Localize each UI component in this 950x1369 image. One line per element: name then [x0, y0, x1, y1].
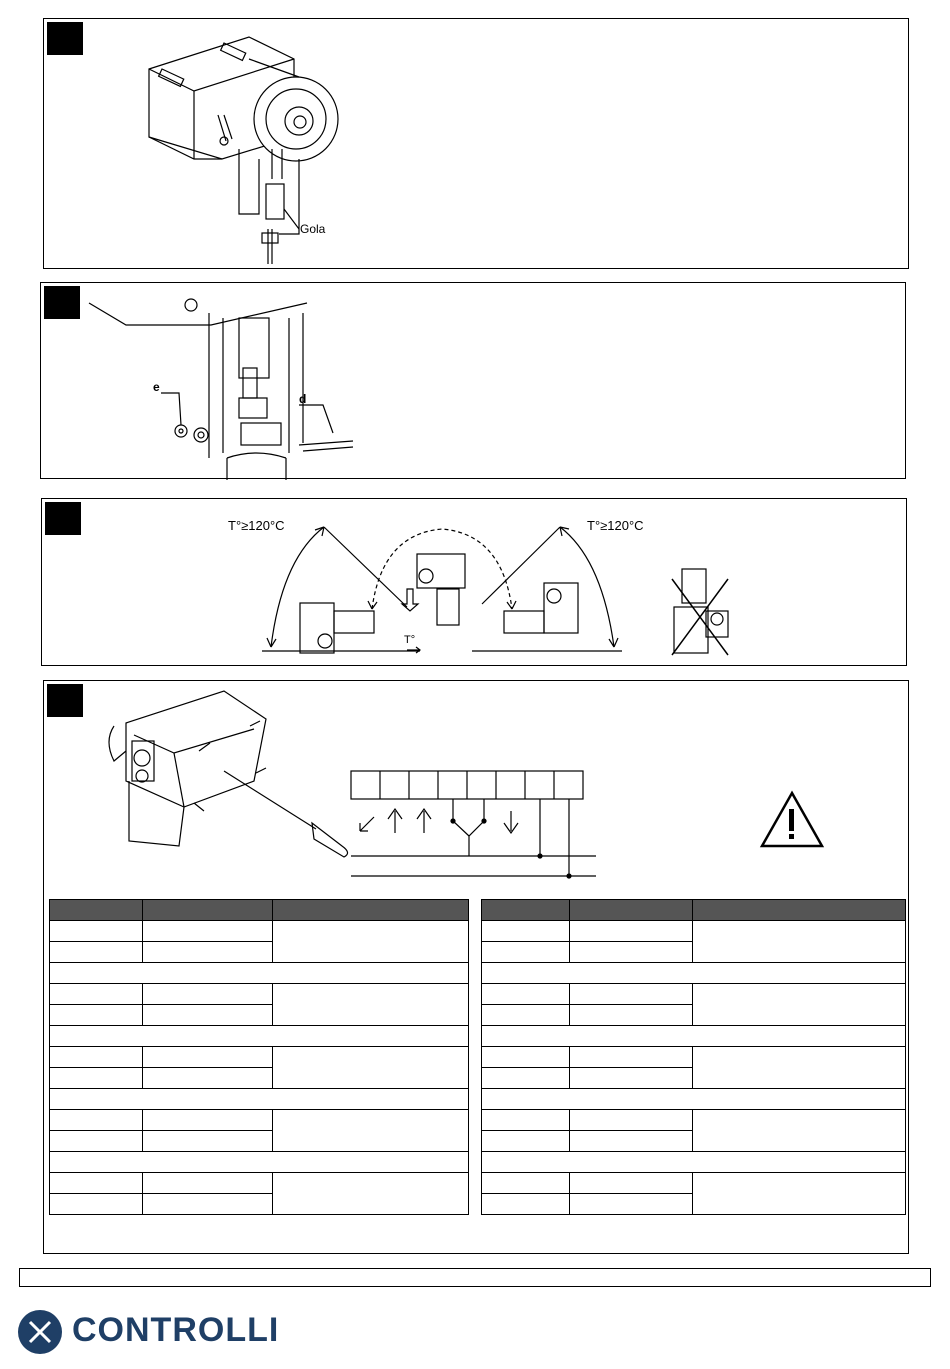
label-e: e — [153, 380, 160, 394]
panel-orientation — [41, 498, 907, 666]
panel-wiring — [43, 680, 909, 1254]
orientation-diagram — [42, 499, 908, 667]
brand-name: CONTROLLI — [72, 1311, 280, 1349]
panel-mounting-step-2 — [40, 282, 906, 479]
actuator-mounting-illustration — [44, 19, 910, 270]
controlli-logo-icon — [18, 1308, 66, 1356]
controlli-logo — [18, 1308, 318, 1356]
spec-table-right — [481, 899, 906, 1215]
label-gola: Gola — [300, 222, 326, 236]
footer-bar — [19, 1268, 931, 1287]
temp-label-right: T°≥120°C — [587, 518, 644, 533]
t-label: T° — [404, 634, 416, 646]
temp-label-left: T°≥120°C — [228, 518, 285, 533]
warning-exclamation — [789, 809, 794, 839]
spec-table-left — [49, 899, 469, 1215]
label-d: d — [299, 392, 307, 406]
valve-coupling-illustration — [41, 283, 907, 480]
panel-mounting-step-1 — [43, 18, 909, 269]
